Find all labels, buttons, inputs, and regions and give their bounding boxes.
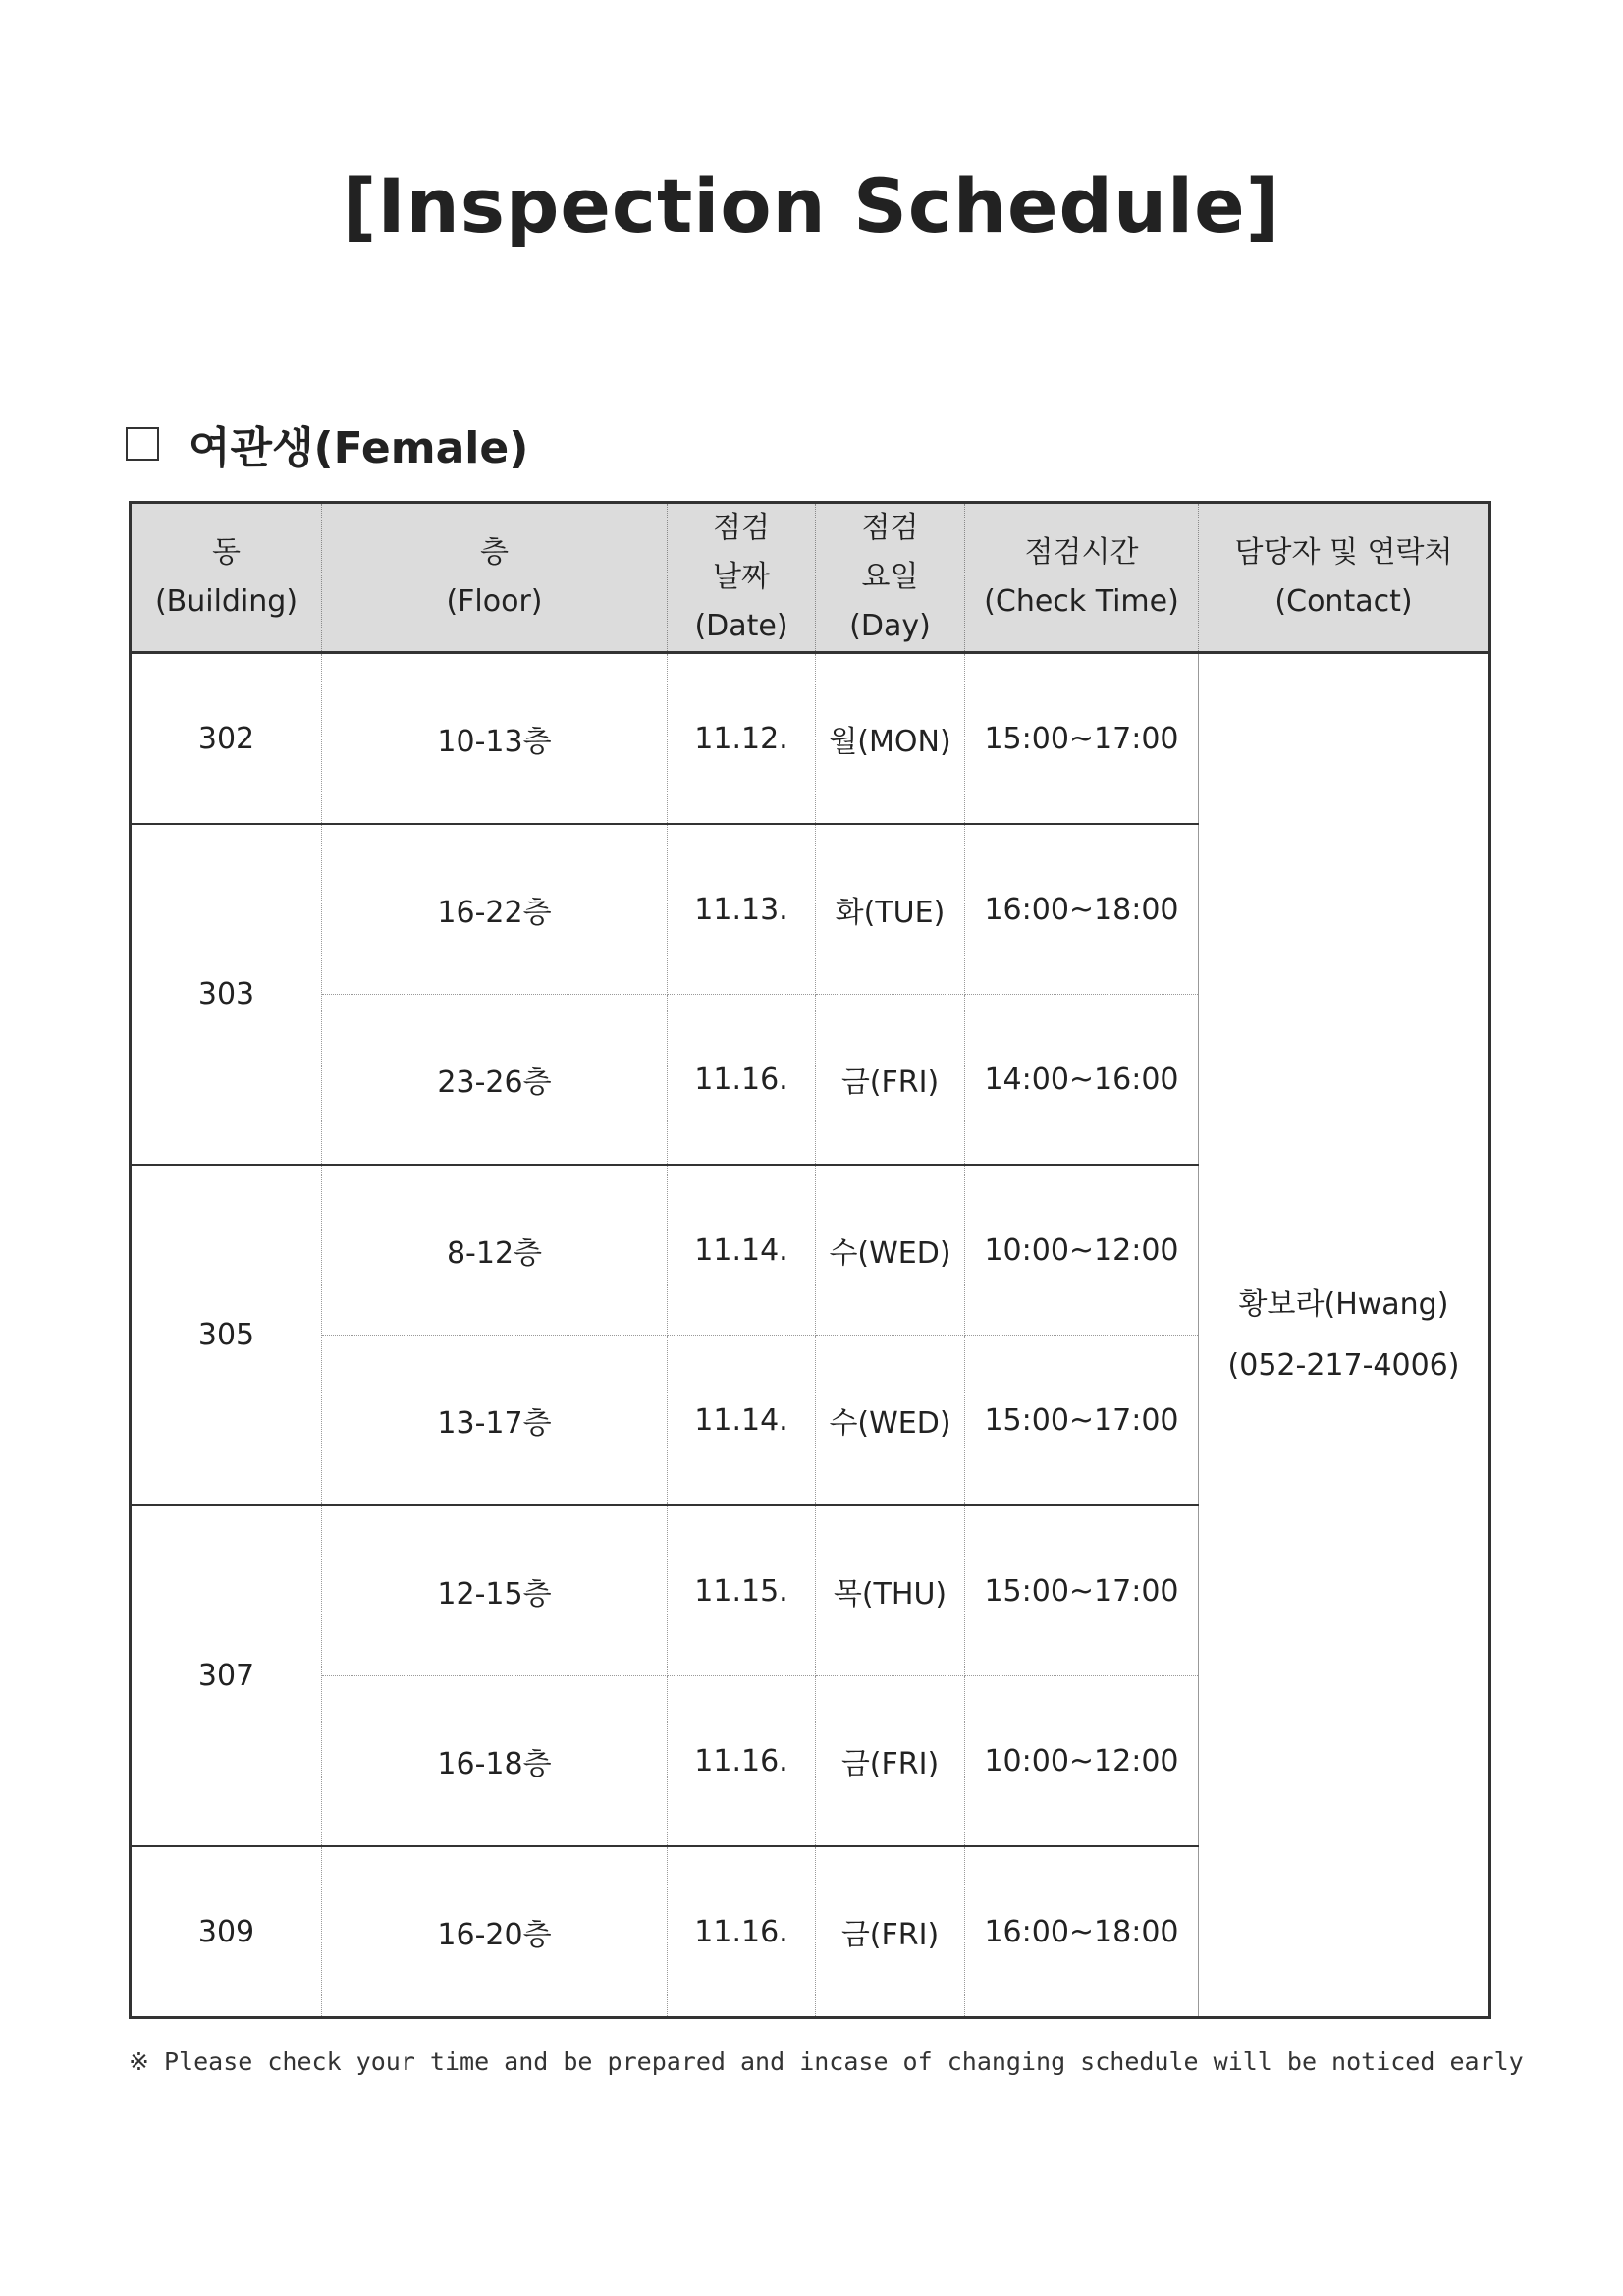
header-floor bbox=[322, 503, 668, 653]
contact-cell bbox=[1199, 653, 1490, 2018]
header-date-kr-1: 점검 bbox=[713, 511, 770, 545]
day-cell: 금(FRI) bbox=[816, 995, 965, 1166]
building-cell: 303 bbox=[131, 824, 322, 1165]
header-building-kr: 동 bbox=[212, 535, 241, 570]
header-date-kr-2: 날짜 bbox=[713, 560, 770, 594]
building-cell: 305 bbox=[131, 1165, 322, 1505]
time-cell: 10:00~12:00 bbox=[965, 1165, 1199, 1336]
date-cell: 11.14. bbox=[668, 1165, 816, 1336]
building-cell: 302 bbox=[131, 653, 322, 825]
header-contact-kr: 담당자 및 연락처 bbox=[1234, 535, 1453, 570]
checkbox-icon bbox=[126, 427, 159, 461]
header-check-time bbox=[965, 503, 1199, 653]
table-row bbox=[131, 653, 1490, 825]
time-cell: 10:00~12:00 bbox=[965, 1676, 1199, 1847]
header-day-kr-2: 요일 bbox=[861, 560, 919, 594]
date-cell: 11.12. bbox=[668, 653, 816, 825]
header-day-en: (Day) bbox=[849, 609, 931, 643]
floor-cell: 10-13층 bbox=[322, 653, 668, 825]
floor-cell: 13-17층 bbox=[322, 1336, 668, 1506]
time-cell: 14:00~16:00 bbox=[965, 995, 1199, 1166]
day-cell: 목(THU) bbox=[816, 1505, 965, 1676]
section-heading bbox=[126, 412, 528, 475]
footnote: ※ Please check your time and be prepared and incase of changing schedule will be noticed early bbox=[129, 2048, 1524, 2076]
day-cell: 수(WED) bbox=[816, 1165, 965, 1336]
header-day-kr-1: 점검 bbox=[861, 511, 919, 545]
header-time-en: (Check Time) bbox=[984, 584, 1179, 619]
header-day bbox=[816, 503, 965, 653]
day-cell: 월(MON) bbox=[816, 653, 965, 825]
inspection-schedule-table bbox=[129, 501, 1491, 2019]
building-cell: 307 bbox=[131, 1505, 322, 1846]
page-title: [Inspection Schedule] bbox=[342, 162, 1281, 249]
time-cell: 15:00~17:00 bbox=[965, 653, 1199, 825]
time-cell: 16:00~18:00 bbox=[965, 1846, 1199, 2018]
floor-cell: 16-22층 bbox=[322, 824, 668, 995]
floor-cell: 23-26층 bbox=[322, 995, 668, 1166]
header-floor-en: (Floor) bbox=[446, 584, 543, 619]
header-contact-en: (Contact) bbox=[1274, 584, 1413, 619]
date-cell: 11.16. bbox=[668, 1846, 816, 2018]
section-label: 여관생(Female) bbox=[189, 423, 529, 473]
day-cell: 수(WED) bbox=[816, 1336, 965, 1506]
header-date-en: (Date) bbox=[694, 609, 788, 643]
floor-cell: 8-12층 bbox=[322, 1165, 668, 1336]
date-cell: 11.15. bbox=[668, 1505, 816, 1676]
header-date bbox=[668, 503, 816, 653]
day-cell: 금(FRI) bbox=[816, 1846, 965, 2018]
header-floor-kr: 층 bbox=[480, 535, 509, 570]
date-cell: 11.13. bbox=[668, 824, 816, 995]
date-cell: 11.16. bbox=[668, 1676, 816, 1847]
header-time-kr: 점검시간 bbox=[1024, 535, 1139, 570]
floor-cell: 16-18층 bbox=[322, 1676, 668, 1847]
date-cell: 11.16. bbox=[668, 995, 816, 1166]
day-cell: 화(TUE) bbox=[816, 824, 965, 995]
building-cell: 309 bbox=[131, 1846, 322, 2018]
time-cell: 15:00~17:00 bbox=[965, 1336, 1199, 1506]
contact-phone: (052-217-4006) bbox=[1227, 1347, 1460, 1383]
header-contact bbox=[1199, 503, 1490, 653]
contact-name: 황보라(Hwang) bbox=[1238, 1286, 1449, 1322]
time-cell: 15:00~17:00 bbox=[965, 1505, 1199, 1676]
time-cell: 16:00~18:00 bbox=[965, 824, 1199, 995]
date-cell: 11.14. bbox=[668, 1336, 816, 1506]
header-building bbox=[131, 503, 322, 653]
table-header-row bbox=[131, 503, 1490, 653]
header-building-en: (Building) bbox=[154, 584, 298, 619]
floor-cell: 16-20층 bbox=[322, 1846, 668, 2018]
day-cell: 금(FRI) bbox=[816, 1676, 965, 1847]
floor-cell: 12-15층 bbox=[322, 1505, 668, 1676]
